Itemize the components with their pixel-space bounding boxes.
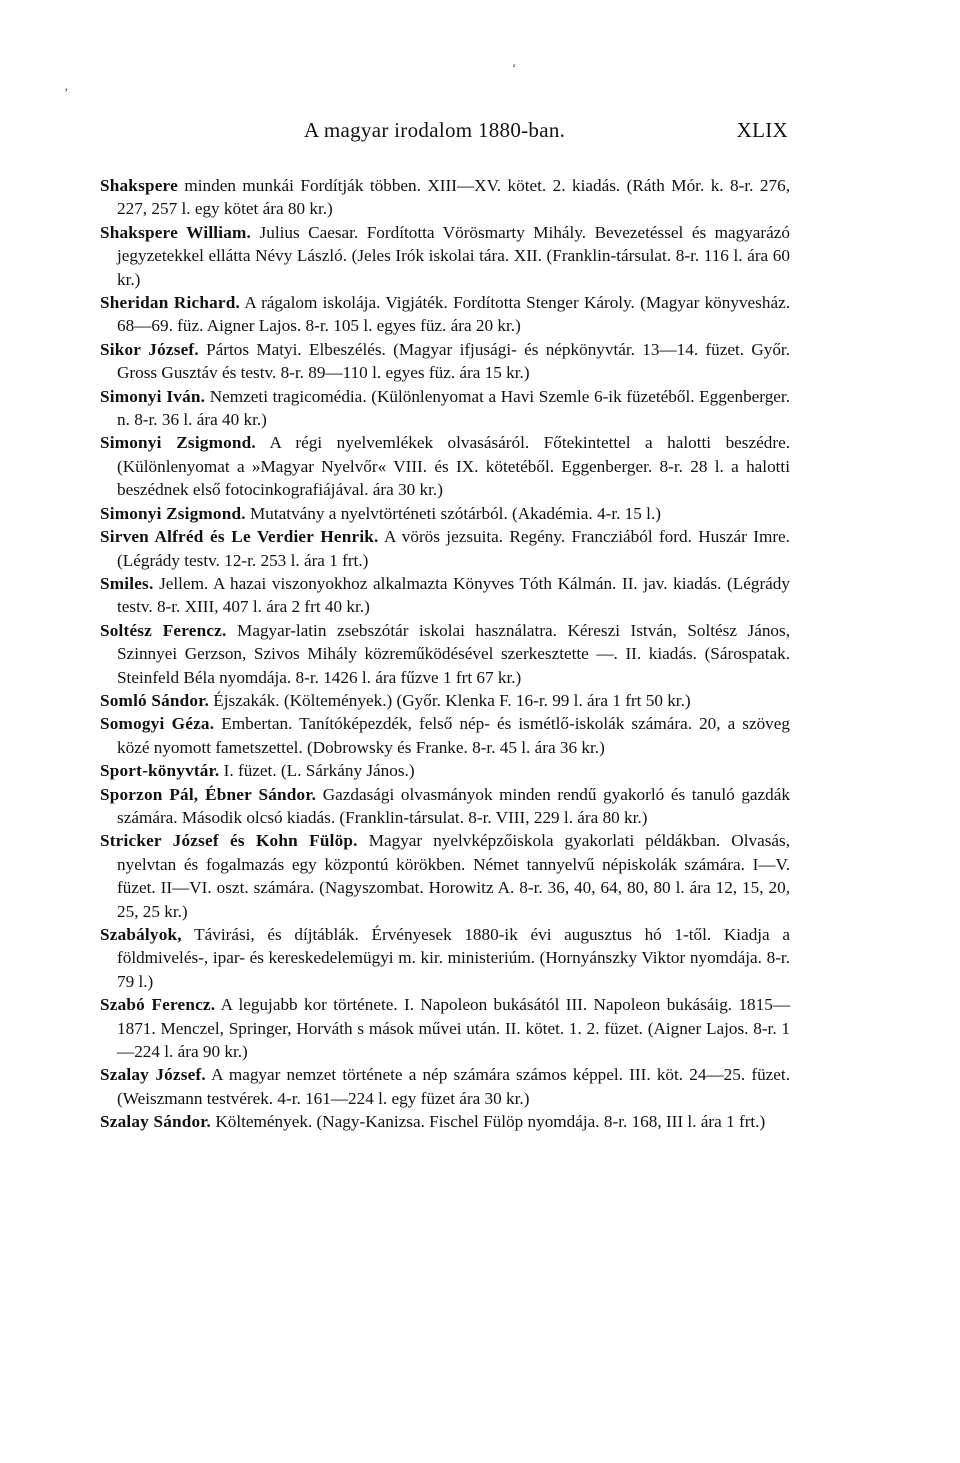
entry-text: A régi nyelvemlékek olvasásáról. Főtekintettel a halotti beszédre. (Különlenyomat a »Magyar Nyelvőr« VIII. és IX. kötetéből. Eggenberger. 8-r. 28 l. a halotti beszédnek első fotocinkografiájával. ára 30 kr.) (117, 433, 790, 500)
entry-text: Nemzeti tragicomédia. (Különlenyomat a Havi Szemle 6-ik füzetéből. Eggenberger. n. 8-r. 36 l. ára 40 kr.) (117, 386, 790, 430)
page-title: A magyar irodalom 1880-ban. (304, 118, 566, 142)
entry-author: Stricker József és Kohn Fülöp. (100, 831, 358, 851)
scan-mark: ’ (64, 85, 69, 100)
entry-author: Szabályok, (100, 925, 182, 944)
bibliography-entry (100, 385, 790, 432)
entry-text: Mutatvány a nyelvtörténeti szótárból. (Akadémia. 4-r. 15 l.) (245, 503, 661, 523)
entry-text: Éjszakák. (Költemények.) (Győr. Klenka F. 16-r. 99 l. ára 1 frt 50 kr.) (208, 690, 691, 710)
bibliography-entry (100, 431, 790, 501)
entry-text: Pártos Matyi. Elbeszélés. (Magyar ifjusági- és népkönyvtár. 13—14. füzet. Győr. Gross Gusztáv és testv. 8-r. 89—110 l. egyes füz. ára 15 kr.) (117, 339, 790, 383)
bibliography-entry (100, 291, 790, 338)
scan-mark: ‘ (512, 60, 517, 75)
page-number: XLIX (736, 118, 788, 142)
running-header (100, 118, 790, 148)
bibliography-entry (100, 759, 790, 782)
entry-text: Magyar-latin zsebszótár iskolai használatra. Kéreszi István, Soltész János, Szinnyei Gerzson, Szivos Mihály közreműködésével szerkesztette —. II. kiadás. (Sárospatak. Steinfeld Béla nyomdája. 8-r. 1426 l. ára fűzve 1 frt 67 kr.) (117, 620, 790, 687)
bibliography-entry (100, 525, 790, 572)
entry-author: Sheridan Richard. (100, 293, 240, 313)
bibliography-entry (100, 619, 790, 689)
bibliography-entry (100, 993, 790, 1063)
entry-author: Sport-könyvtár. (100, 761, 220, 781)
bibliography-entry (100, 712, 790, 759)
bibliography-entry (100, 1110, 790, 1133)
entry-text: Julius Caesar. Fordította Vörösmarty Mihály. Bevezetéssel és magyarázó jegyzetekkel ellátta Névy László. (Jeles Irók iskolai tára. XII. (Franklin-társulat. 8-r. 116 l. ára 60 kr.) (117, 222, 790, 289)
bibliography-list (100, 174, 790, 1134)
entry-author: Szalay József. (100, 1065, 206, 1085)
entry-text: Távirási, és díjtáblák. Érvényesek 1880-ik évi augusztus hó 1-től. Kiadja a földmivelés-, ipar- és kereskedelemügyi m. kir. ministeriúm. (Hornyánszky Viktor nyomdája. 8-r. 79 l.) (117, 925, 790, 991)
entry-author: Shakspere (100, 176, 178, 195)
bibliography-entry (100, 221, 790, 291)
entry-text: minden munkái Fordítják többen. XIII—XV. kötet. 2. kiadás. (Ráth Mór. k. 8-r. 276, 227, 257 l. egy kötet ára 80 kr.) (117, 176, 790, 219)
entry-author: Shakspere William. (100, 222, 252, 242)
entry-text: Embertan. Tanítóképezdék, felső nép- és ismétlő-iskolák számára. 20, a szöveg közé nyomott fametszettel. (Dobrowsky és Franke. 8-r. 45 l. ára 36 kr.) (117, 714, 790, 757)
bibliography-entry (100, 689, 790, 712)
entry-author: Simonyi Iván. (100, 386, 206, 406)
bibliography-entry (100, 1063, 790, 1110)
bibliography-entry (100, 572, 790, 619)
entry-text: I. füzet. (L. Sárkány János.) (219, 761, 415, 781)
entry-author: Szabó Ferencz. (100, 995, 216, 1015)
bibliography-entry (100, 174, 790, 221)
entry-author: Sirven Alfréd és Le Verdier Henrik. (100, 527, 379, 547)
entry-text: A vörös jezsuita. Regény. Francziából ford. Huszár Imre. (Légrády testv. 12-r. 253 l. ára 1 frt.) (117, 527, 790, 570)
entry-text: Költemények. (Nagy-Kanizsa. Fischel Fülöp nyomdája. 8-r. 168, III l. ára 1 frt.) (211, 1112, 766, 1132)
entry-author: Sporzon Pál, Ébner Sándor. (100, 784, 317, 804)
entry-text: A legujabb kor története. I. Napoleon bukásától III. Napoleon bukásáig. 1815—1871. Menczel, Springer, Horváth s mások művei után. II. kötet. 1. 2. füzet. (Aigner Lajos. 8-r. 1—224 l. ára 90 kr.) (117, 995, 791, 1062)
entry-text: A magyar nemzet története a nép számára számos képpel. III. köt. 24—25. füzet. (Weiszmann testvérek. 4-r. 161—224 l. egy füzet ára 30 kr.) (117, 1065, 790, 1108)
entry-text: Jellem. A hazai viszonyokhoz alkalmazta Könyves Tóth Kálmán. II. jav. kiadás. (Légrády testv. 8-r. XIII, 407 l. ára 2 frt 40 kr.) (117, 573, 790, 617)
bibliography-entry (100, 829, 790, 923)
entry-author: Szalay Sándor. (100, 1112, 212, 1132)
bibliography-entry (100, 783, 790, 830)
entry-author: Soltész Ferencz. (100, 620, 227, 640)
entry-author: Sikor József. (100, 339, 199, 359)
entry-author: Somló Sándor. (100, 690, 209, 710)
entry-author: Simonyi Zsigmond. (100, 503, 246, 523)
entry-author: Somogyi Géza. (100, 714, 215, 734)
entry-text: A rágalom iskolája. Vigjáték. Fordította Stenger Károly. (Magyar könyvesház. 68—69. füz. Aigner Lajos. 8-r. 105 l. egyes füz. ára 20 kr.) (117, 293, 791, 336)
bibliography-entry (100, 923, 790, 993)
entry-text: Gazdasági olvasmányok minden rendű gyakorló és tanuló gazdák számára. Második olcsó kiadás. (Franklin-társulat. 8-r. VIII, 229 l. ára 80 kr.) (117, 784, 790, 827)
bibliography-entry (100, 338, 790, 385)
bibliography-entry (100, 502, 790, 525)
entry-author: Simonyi Zsigmond. (100, 433, 256, 453)
entry-author: Smiles. (100, 573, 154, 593)
entry-text: Magyar nyelvképzőiskola gyakorlati példákban. Olvasás, nyelvtan és fogalmazás egy központú körökben. Német tannyelvű népiskolák számára. I—V. füzet. II—VI. oszt. számára. (Nagyszombat. Horowitz A. 8-r. 36, 40, 64, 80, 80 l. ára 12, 15, 20, 25, 25 kr.) (117, 831, 790, 921)
